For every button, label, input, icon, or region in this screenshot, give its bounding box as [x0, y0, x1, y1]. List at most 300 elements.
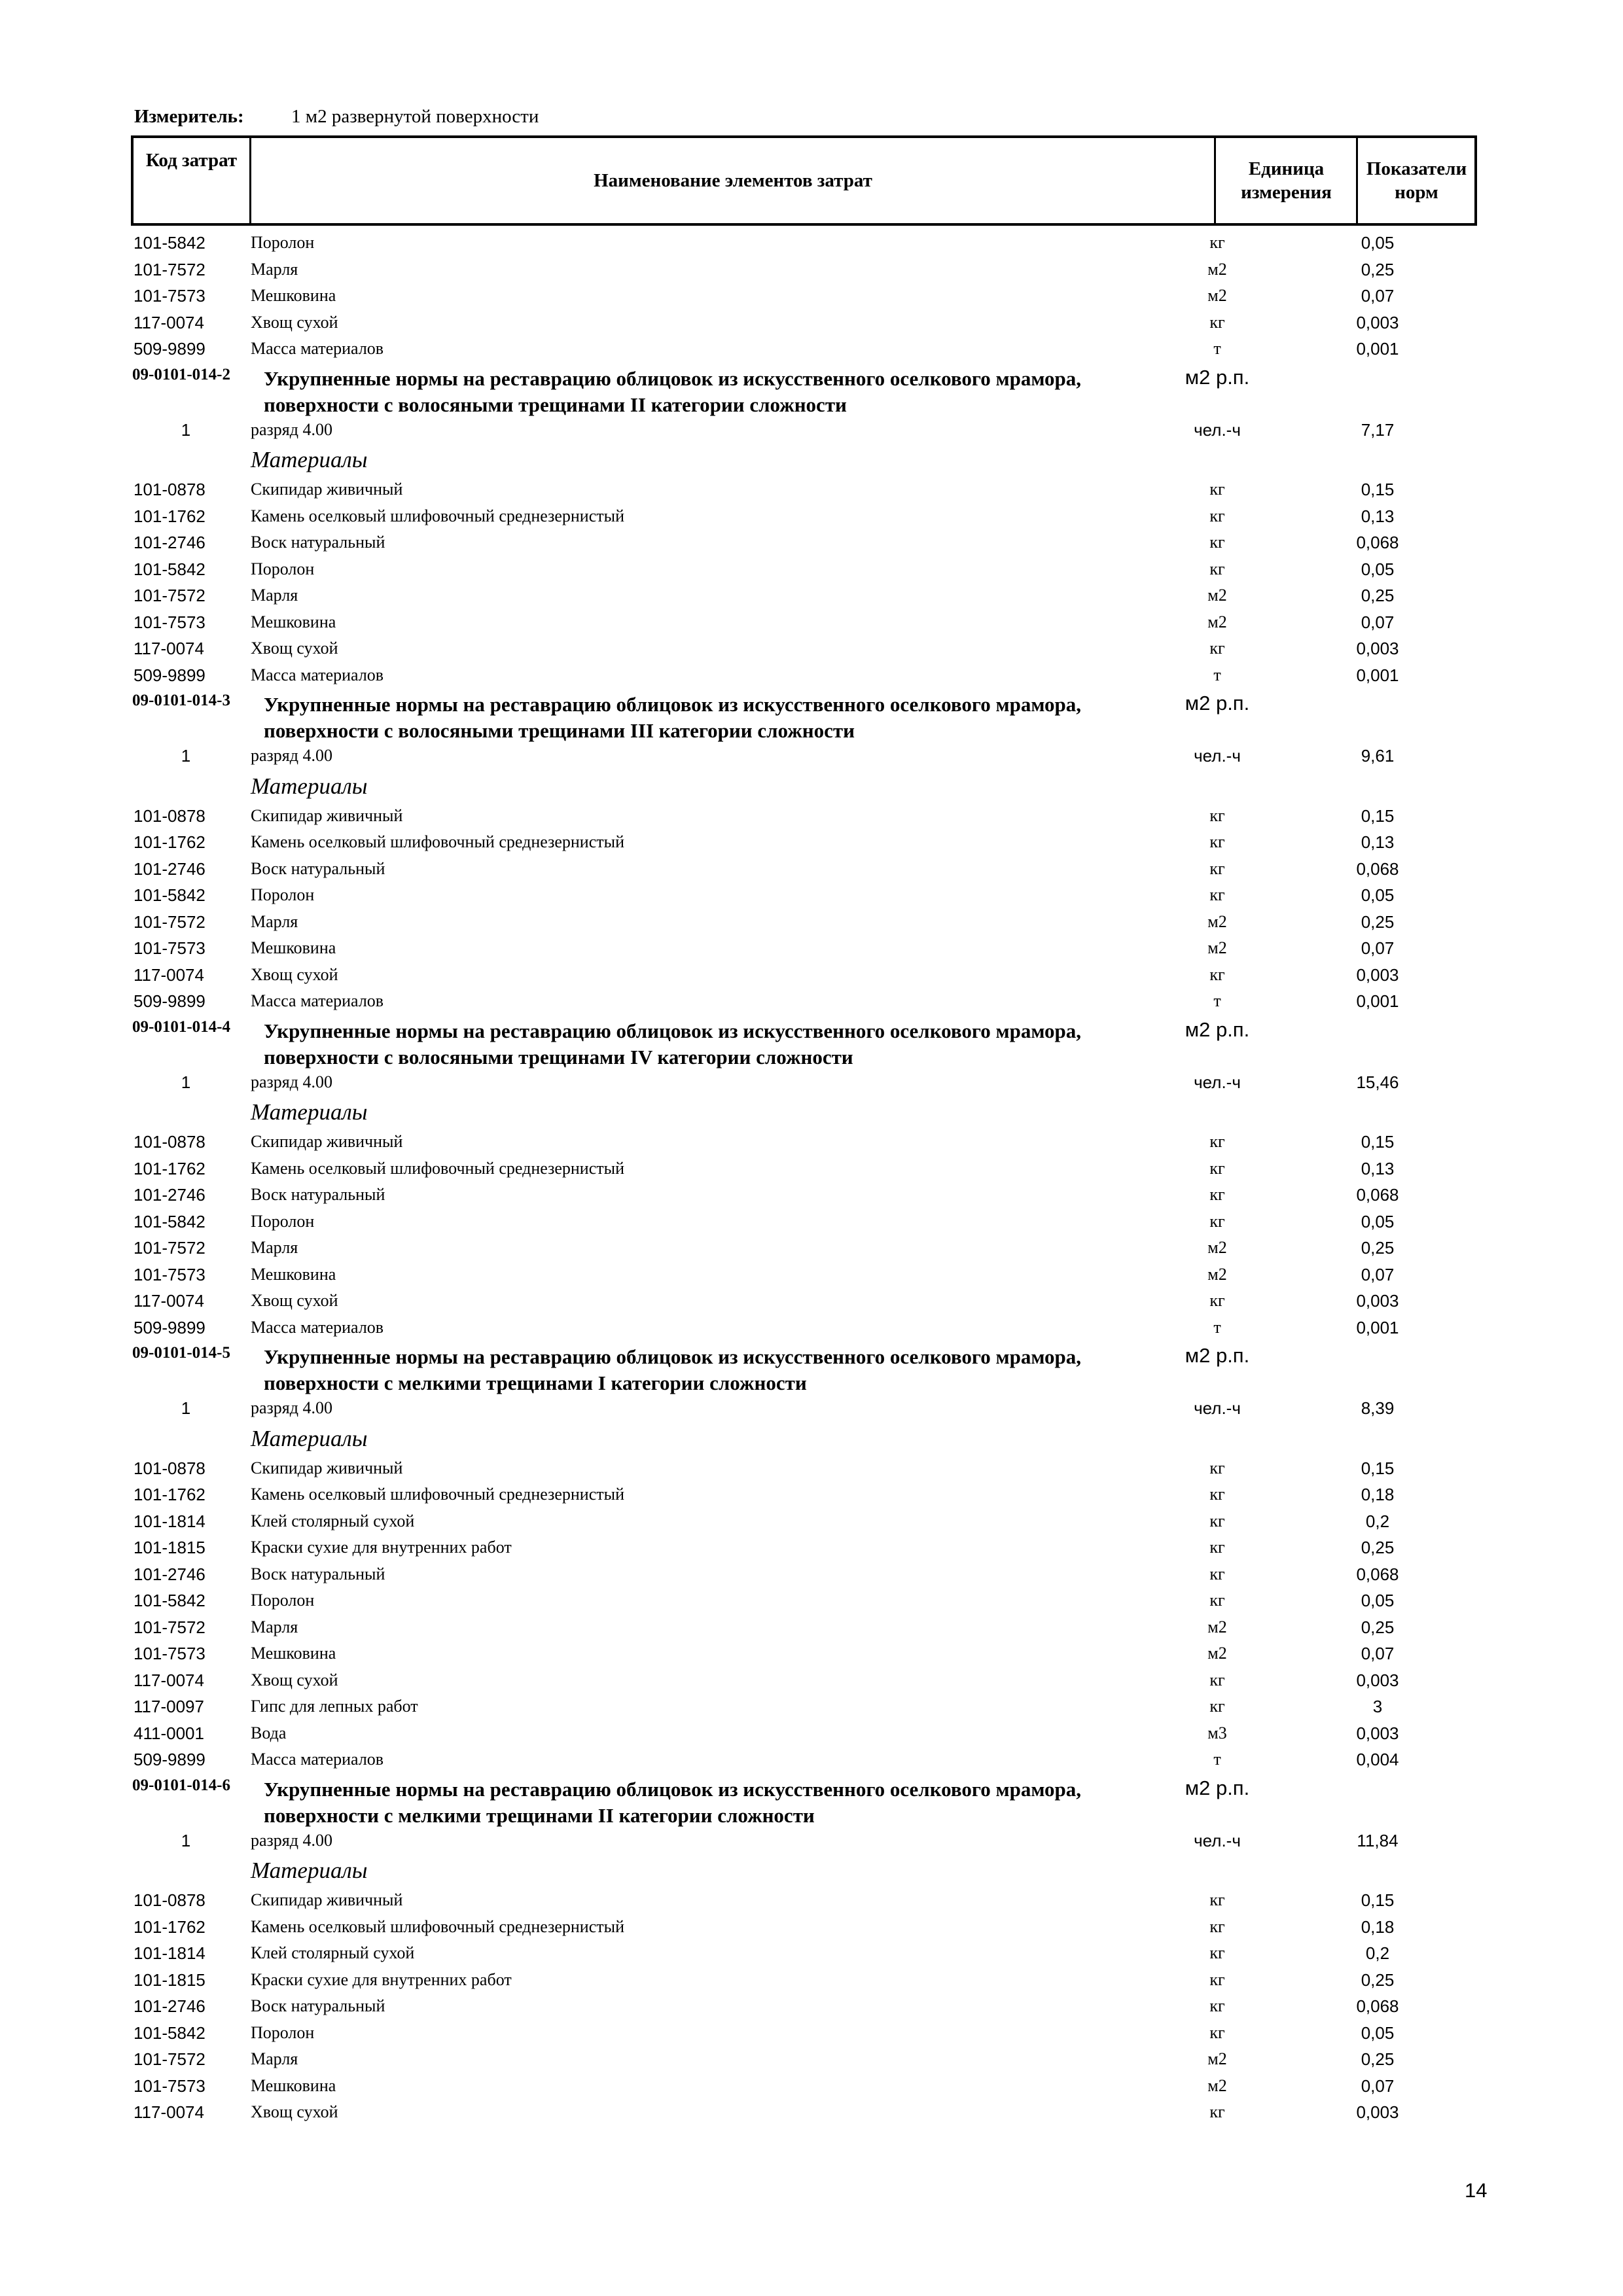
element-name: Вода	[251, 1723, 287, 1742]
cost-code: 101-1814	[134, 1511, 205, 1531]
material-row	[0, 582, 1623, 609]
norm-value: 0,2	[1365, 1943, 1390, 1963]
norm-value: 0,25	[1361, 259, 1395, 279]
norm-title-row	[0, 1015, 1623, 1069]
unit-of-measure: м2	[1207, 938, 1227, 957]
element-name: Марля	[251, 259, 298, 279]
norm-value: 0,05	[1361, 2022, 1395, 2043]
norm-unit: м2 р.п.	[1185, 1344, 1250, 1367]
section-heading-row	[0, 1422, 1623, 1455]
cost-code: 101-7573	[134, 938, 205, 958]
norm-title: Укрупненные нормы на реставрацию облицовок из искусственного оселкового мрамора, поверхности с волосяными трещинами IV категории сложности	[264, 1019, 1082, 1069]
unit-of-measure: кг	[1209, 1291, 1225, 1310]
unit-of-measure: кг	[1209, 1890, 1225, 1909]
cost-code: 101-7572	[134, 1238, 205, 1258]
material-row	[0, 1746, 1623, 1773]
element-name: Воск натуральный	[251, 1185, 385, 1204]
cost-code: 101-1762	[134, 1485, 205, 1504]
cost-code: 117-0097	[134, 1697, 204, 1716]
norm-value: 0,07	[1361, 286, 1395, 306]
element-name: Гипс для лепных работ	[251, 1697, 418, 1716]
cost-code: 1	[181, 746, 191, 766]
labor-row	[0, 743, 1623, 769]
unit-of-measure: м2	[1207, 612, 1227, 631]
cost-code: 509-9899	[134, 991, 205, 1011]
unit-of-measure: кг	[1209, 1564, 1225, 1583]
cost-code: 101-5842	[134, 2022, 205, 2043]
cost-code: 101-7572	[134, 586, 205, 605]
element-name: Скипидар живичный	[251, 1458, 403, 1477]
element-name: Марля	[251, 586, 298, 605]
unit-of-measure: кг	[1209, 805, 1225, 825]
section-heading: Материалы	[251, 1425, 368, 1451]
cost-code: 117-0074	[134, 964, 204, 985]
cost-code: 101-2746	[134, 858, 205, 879]
unit-of-measure: м2	[1207, 286, 1227, 305]
header-divider	[249, 138, 251, 223]
cost-code: 1	[181, 1830, 191, 1850]
cost-code: 509-9899	[134, 339, 205, 359]
cost-code: 101-0878	[134, 1458, 205, 1478]
cost-code: 101-7572	[134, 2049, 205, 2069]
norm-value: 0,068	[1356, 1185, 1399, 1205]
norm-value: 0,07	[1361, 938, 1395, 958]
element-name: Масса материалов	[251, 339, 384, 358]
material-row	[0, 882, 1623, 909]
cost-code: 509-9899	[134, 665, 205, 685]
norm-title: Укрупненные нормы на реставрацию облицовок из искусственного оселкового мрамора, поверхности с мелкими трещинами II категории сложности	[264, 1777, 1082, 1827]
unit-of-measure: т	[1213, 1317, 1221, 1337]
norm-value: 9,61	[1361, 746, 1395, 766]
cost-code: 101-1762	[134, 832, 205, 852]
header-unit	[1217, 138, 1356, 223]
measurer-value: 1 м2 развернутой поверхности	[291, 106, 539, 127]
element-name: Хвощ сухой	[251, 639, 338, 658]
section-heading-row	[0, 1095, 1623, 1129]
unit-of-measure: м2	[1207, 911, 1227, 931]
material-row	[0, 1455, 1623, 1482]
material-row	[0, 1640, 1623, 1667]
unit-of-measure: кг	[1209, 1511, 1225, 1530]
unit-of-measure: кг	[1209, 1916, 1225, 1936]
element-name: разряд 4.00	[251, 1072, 332, 1091]
norm-unit: м2 р.п.	[1185, 692, 1250, 715]
unit-of-measure: кг	[1209, 832, 1225, 851]
material-row	[0, 1940, 1623, 1967]
cost-code: 117-0074	[134, 1670, 204, 1690]
material-row	[0, 609, 1623, 636]
norm-value: 0,25	[1361, 586, 1395, 605]
unit-of-measure: кг	[1209, 1943, 1225, 1962]
element-name: Воск натуральный	[251, 1996, 385, 2015]
section-heading: Материалы	[251, 1858, 368, 1883]
norm-value: 0,068	[1356, 1564, 1399, 1584]
norm-value: 0,068	[1356, 533, 1399, 552]
unit-of-measure: м3	[1207, 1723, 1227, 1742]
section-heading-row	[0, 443, 1623, 476]
material-row	[0, 1534, 1623, 1561]
element-name: Марля	[251, 2049, 298, 2068]
norm-title-row	[0, 688, 1623, 743]
norm-value: 15,46	[1356, 1072, 1399, 1092]
cost-code: 101-1762	[134, 506, 205, 526]
element-name: Скипидар живичный	[251, 805, 403, 825]
section-heading: Материалы	[251, 773, 368, 799]
material-row	[0, 1129, 1623, 1156]
element-name: Краски сухие для внутренних работ	[251, 1538, 512, 1557]
unit-of-measure: кг	[1209, 559, 1225, 578]
material-row	[0, 529, 1623, 556]
element-name: Поролон	[251, 233, 315, 252]
material-row	[0, 988, 1623, 1015]
cost-code: 101-7572	[134, 911, 205, 932]
norm-value: 0,05	[1361, 559, 1395, 579]
cost-code: 101-5842	[134, 1591, 205, 1610]
unit-of-measure: кг	[1209, 233, 1225, 252]
material-row	[0, 1481, 1623, 1508]
norms-table-body	[0, 230, 1623, 2126]
cost-code: 101-1815	[134, 1538, 205, 1557]
norm-value: 0,004	[1356, 1750, 1399, 1769]
material-row	[0, 1561, 1623, 1588]
norm-code: 09-0101-014-4	[132, 1017, 230, 1036]
norm-value: 0,25	[1361, 1538, 1395, 1557]
norm-value: 0,068	[1356, 1996, 1399, 2016]
unit-of-measure: кг	[1209, 1458, 1225, 1477]
norm-value: 0,15	[1361, 1890, 1395, 1910]
norm-value: 0,003	[1356, 964, 1399, 985]
element-name: Камень оселковый шлифовочный среднезернистый	[251, 1485, 625, 1504]
unit-of-measure: м2	[1207, 2075, 1227, 2095]
cost-code: 509-9899	[134, 1317, 205, 1337]
material-row	[0, 476, 1623, 503]
material-row	[0, 1993, 1623, 2020]
norm-value: 0,003	[1356, 1291, 1399, 1311]
unit-of-measure: кг	[1209, 639, 1225, 658]
element-name: Поролон	[251, 885, 315, 904]
element-name: Марля	[251, 1238, 298, 1257]
norm-value: 0,25	[1361, 1238, 1395, 1258]
unit-of-measure: кг	[1209, 858, 1225, 878]
cost-code: 101-7572	[134, 1617, 205, 1637]
material-row	[0, 962, 1623, 989]
element-name: Мешковина	[251, 1264, 336, 1284]
cost-code: 101-7573	[134, 286, 205, 306]
norm-value: 0,15	[1361, 1132, 1395, 1152]
material-row	[0, 336, 1623, 362]
material-row	[0, 230, 1623, 256]
unit-of-measure: м2	[1207, 1264, 1227, 1284]
cost-code: 101-0878	[134, 1890, 205, 1910]
norm-value: 0,25	[1361, 1969, 1395, 1990]
norm-value: 0,07	[1361, 1264, 1395, 1284]
norm-value: 0,07	[1361, 1644, 1395, 1663]
cost-code: 101-1762	[134, 1158, 205, 1178]
cost-code: 1	[181, 1072, 191, 1092]
unit-of-measure: м2	[1207, 1644, 1227, 1663]
header-code: Код затрат	[145, 150, 238, 171]
unit-of-measure: кг	[1209, 1591, 1225, 1610]
unit-of-measure: кг	[1209, 1969, 1225, 1989]
cost-code: 509-9899	[134, 1750, 205, 1769]
norm-title: Укрупненные нормы на реставрацию облицовок из искусственного оселкового мрамора, поверхности с волосяными трещинами III категории сложности	[264, 693, 1082, 742]
element-name: Хвощ сухой	[251, 1670, 338, 1689]
cost-code: 101-2746	[134, 1996, 205, 2016]
material-row	[0, 1508, 1623, 1535]
element-name: Воск натуральный	[251, 858, 385, 878]
element-name: разряд 4.00	[251, 419, 332, 439]
norm-code: 09-0101-014-2	[132, 365, 230, 383]
norm-value: 3	[1372, 1697, 1383, 1716]
material-row	[0, 1235, 1623, 1262]
unit-of-measure: т	[1213, 339, 1221, 358]
unit-of-measure: чел.-ч	[1194, 419, 1241, 440]
unit-of-measure: кг	[1209, 1485, 1225, 1504]
element-name: Поролон	[251, 1211, 315, 1231]
unit-of-measure: чел.-ч	[1194, 1072, 1241, 1092]
unit-of-measure: м2	[1207, 1238, 1227, 1257]
unit-of-measure: чел.-ч	[1194, 746, 1241, 766]
element-name: Мешковина	[251, 938, 336, 957]
element-name: Поролон	[251, 559, 315, 578]
norm-value: 0,05	[1361, 1591, 1395, 1610]
cost-code: 101-7573	[134, 1644, 205, 1663]
cost-code: 101-7573	[134, 2075, 205, 2096]
cost-code: 1	[181, 1398, 191, 1418]
element-name: Масса материалов	[251, 665, 384, 684]
page-number: 14	[1465, 2179, 1488, 2202]
unit-of-measure: кг	[1209, 1996, 1225, 2015]
element-name: Масса материалов	[251, 991, 384, 1010]
norm-value: 0,07	[1361, 2075, 1395, 2096]
unit-of-measure: м2	[1207, 259, 1227, 279]
material-row	[0, 503, 1623, 530]
norm-value: 0,25	[1361, 911, 1395, 932]
element-name: Воск натуральный	[251, 1564, 385, 1583]
unit-of-measure: кг	[1209, 312, 1225, 332]
norm-value: 0,05	[1361, 1211, 1395, 1231]
element-name: Мешковина	[251, 1644, 336, 1663]
norm-title-row	[0, 1773, 1623, 1828]
material-row	[0, 1667, 1623, 1694]
cost-code: 101-0878	[134, 805, 205, 826]
cost-code: 101-5842	[134, 233, 205, 253]
material-row	[0, 1914, 1623, 1941]
material-row	[0, 1156, 1623, 1182]
unit-of-measure: кг	[1209, 1211, 1225, 1231]
norm-value: 0,07	[1361, 612, 1395, 632]
norm-value: 0,001	[1356, 991, 1399, 1011]
unit-of-measure: чел.-ч	[1194, 1398, 1241, 1418]
unit-of-measure: кг	[1209, 506, 1225, 525]
table-header	[131, 135, 1477, 226]
element-name: Хвощ сухой	[251, 312, 338, 332]
material-row	[0, 309, 1623, 336]
element-name: разряд 4.00	[251, 1398, 332, 1417]
norm-value: 0,13	[1361, 1158, 1395, 1178]
norm-value: 8,39	[1361, 1398, 1395, 1418]
unit-of-measure: кг	[1209, 964, 1225, 984]
measurer-label: Измеритель:	[134, 106, 244, 127]
labor-row	[0, 1069, 1623, 1096]
element-name: Хвощ сухой	[251, 2102, 338, 2121]
element-name: Поролон	[251, 2022, 315, 2042]
norm-value: 0,003	[1356, 312, 1399, 332]
material-row	[0, 1587, 1623, 1614]
cost-code: 101-2746	[134, 1564, 205, 1584]
cost-code: 117-0074	[134, 2102, 204, 2122]
material-row	[0, 935, 1623, 962]
element-name: Мешковина	[251, 2075, 336, 2095]
unit-of-measure: м2	[1207, 1617, 1227, 1636]
norm-value: 0,001	[1356, 1317, 1399, 1337]
material-row	[0, 556, 1623, 583]
cost-code: 101-5842	[134, 885, 205, 905]
norm-value: 0,003	[1356, 639, 1399, 658]
unit-of-measure: кг	[1209, 1538, 1225, 1557]
unit-of-measure: кг	[1209, 1132, 1225, 1151]
unit-of-measure: кг	[1209, 885, 1225, 904]
cost-code: 101-2746	[134, 533, 205, 552]
norm-value: 0,2	[1365, 1511, 1390, 1531]
unit-of-measure: м2	[1207, 586, 1227, 605]
norm-title: Укрупненные нормы на реставрацию облицовок из искусственного оселкового мрамора, поверхности с волосяными трещинами II категории сложности	[264, 366, 1082, 416]
norm-value: 0,05	[1361, 885, 1395, 905]
unit-of-measure: кг	[1209, 1185, 1225, 1204]
norm-value: 0,05	[1361, 233, 1395, 253]
element-name: Воск натуральный	[251, 533, 385, 552]
cost-code: 101-1814	[134, 1943, 205, 1963]
element-name: Краски сухие для внутренних работ	[251, 1969, 512, 1989]
cost-code: 101-7573	[134, 1264, 205, 1284]
norm-title-row	[0, 362, 1623, 417]
material-row	[0, 1720, 1623, 1747]
material-row	[0, 1315, 1623, 1341]
element-name: Масса материалов	[251, 1750, 384, 1769]
section-heading-row	[0, 769, 1623, 803]
material-row	[0, 2020, 1623, 2047]
cost-code: 101-5842	[134, 559, 205, 579]
measurer-line	[134, 106, 539, 135]
section-heading-row	[0, 1854, 1623, 1887]
norm-code: 09-0101-014-5	[132, 1344, 230, 1362]
material-row	[0, 283, 1623, 309]
element-name: Клей столярный сухой	[251, 1943, 415, 1962]
header-name: Наименование элементов затрат	[594, 170, 872, 191]
material-row	[0, 1182, 1623, 1209]
element-name: Скипидар живичный	[251, 480, 403, 499]
material-row	[0, 1614, 1623, 1641]
element-name: Клей столярный сухой	[251, 1511, 415, 1530]
material-row	[0, 856, 1623, 883]
cost-code: 101-0878	[134, 480, 205, 499]
section-heading: Материалы	[251, 447, 368, 472]
cost-code: 101-0878	[134, 1132, 205, 1152]
header-qty-line2: норм	[1395, 182, 1438, 203]
header-divider	[1356, 138, 1358, 223]
norm-value: 0,15	[1361, 480, 1395, 499]
norm-value: 0,18	[1361, 1485, 1395, 1504]
material-row	[0, 1887, 1623, 1914]
unit-of-measure: т	[1213, 991, 1221, 1010]
element-name: Скипидар живичный	[251, 1890, 403, 1909]
material-row	[0, 1288, 1623, 1315]
element-name: Марля	[251, 911, 298, 931]
header-unit-line2: измерения	[1241, 182, 1332, 203]
cost-code: 117-0074	[134, 1291, 204, 1311]
material-row	[0, 1693, 1623, 1720]
unit-of-measure: кг	[1209, 2022, 1225, 2042]
cost-code: 117-0074	[134, 312, 204, 332]
element-name: Мешковина	[251, 286, 336, 305]
cost-code: 1	[181, 419, 191, 440]
norm-value: 0,15	[1361, 805, 1395, 826]
material-row	[0, 2046, 1623, 2073]
cost-code: 101-2746	[134, 1185, 205, 1205]
element-name: Скипидар живичный	[251, 1132, 403, 1151]
element-name: Хвощ сухой	[251, 1291, 338, 1310]
norm-value: 7,17	[1361, 419, 1395, 440]
header-qty	[1359, 138, 1474, 223]
labor-row	[0, 1395, 1623, 1422]
norm-value: 0,068	[1356, 858, 1399, 879]
cost-code: 101-5842	[134, 1211, 205, 1231]
norm-title: Укрупненные нормы на реставрацию облицовок из искусственного оселкового мрамора, поверхности с мелкими трещинами I категории сложности	[264, 1345, 1082, 1394]
norm-value: 0,13	[1361, 506, 1395, 526]
norm-value: 0,25	[1361, 2049, 1395, 2069]
element-name: разряд 4.00	[251, 746, 332, 765]
norm-title-row	[0, 1341, 1623, 1395]
header-divider	[1214, 138, 1216, 223]
element-name: Мешковина	[251, 612, 336, 631]
element-name: Поролон	[251, 1591, 315, 1610]
material-row	[0, 635, 1623, 662]
cost-code: 101-1762	[134, 1916, 205, 1937]
norm-value: 0,25	[1361, 1617, 1395, 1637]
norm-unit: м2 р.п.	[1185, 365, 1250, 389]
material-row	[0, 256, 1623, 283]
element-name: Масса материалов	[251, 1317, 384, 1337]
norm-value: 0,003	[1356, 1670, 1399, 1690]
norm-unit: м2 р.п.	[1185, 1017, 1250, 1041]
element-name: Марля	[251, 1617, 298, 1636]
unit-of-measure: чел.-ч	[1194, 1830, 1241, 1850]
unit-of-measure: кг	[1209, 1697, 1225, 1716]
norm-value: 0,13	[1361, 832, 1395, 852]
unit-of-measure: кг	[1209, 533, 1225, 552]
norm-value: 0,18	[1361, 1916, 1395, 1937]
labor-row	[0, 1828, 1623, 1854]
cost-code: 117-0074	[134, 639, 204, 658]
material-row	[0, 1209, 1623, 1235]
material-row	[0, 909, 1623, 936]
cost-code: 101-1815	[134, 1969, 205, 1990]
unit-of-measure: кг	[1209, 480, 1225, 499]
norm-value: 0,001	[1356, 665, 1399, 685]
material-row	[0, 803, 1623, 830]
material-row	[0, 1967, 1623, 1994]
element-name: Камень оселковый шлифовочный среднезернистый	[251, 832, 625, 851]
header-qty-line1: Показатели	[1366, 158, 1467, 179]
element-name: Камень оселковый шлифовочный среднезернистый	[251, 1916, 625, 1936]
unit-of-measure: т	[1213, 1750, 1221, 1769]
material-row	[0, 2099, 1623, 2126]
norm-value: 11,84	[1357, 1830, 1399, 1850]
norm-value: 0,001	[1356, 339, 1399, 359]
norm-code: 09-0101-014-6	[132, 1776, 230, 1794]
section-heading: Материалы	[251, 1099, 368, 1125]
norm-value: 0,003	[1356, 1723, 1399, 1743]
